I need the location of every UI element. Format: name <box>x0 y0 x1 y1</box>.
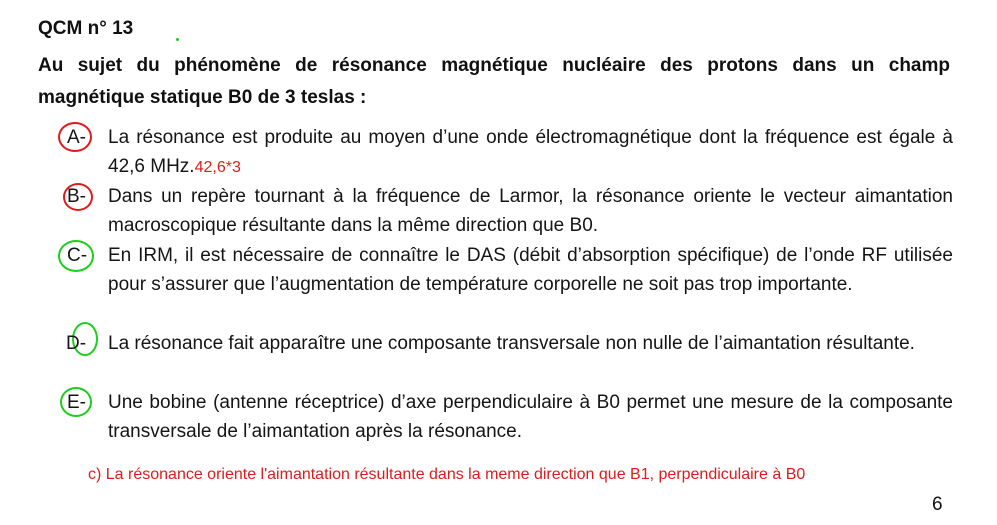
option-a <box>108 123 953 182</box>
option-c: En IRM, il est nécessaire de connaître le DAS (débit d’absorption spécifique) de l’onde RF utilisée pour s’assurer que l’augmentation de température corporelle ne soit pas trop importante. <box>108 245 953 295</box>
green-ink-dot <box>176 38 179 41</box>
option-letter-e: E- <box>67 392 86 413</box>
option-e: Une bobine (antenne réceptrice) d’axe perpendiculaire à B0 permet une mesure de la composante transversale de l’aimantation après la résonance. <box>108 392 953 442</box>
option-a-annotation: 42,6*3 <box>194 159 241 176</box>
correction-comment: c) La résonance oriente l'aimantation résultante dans la meme direction que B1, perpendiculaire à B0 <box>88 466 806 483</box>
option-letter-d: D- <box>66 333 87 354</box>
option-letter-c: C- <box>67 245 88 266</box>
question-text: Au sujet du phénomène de résonance magnétique nucléaire des protons dans un champ magnétique statique B0 de 3 teslas : <box>38 55 950 108</box>
qcm-title: QCM n° 13 <box>38 18 134 39</box>
page-number: 6 <box>932 494 943 515</box>
option-letter-b: B- <box>67 186 86 207</box>
option-a-text: La résonance est produite au moyen d’une onde électromagnétique dont la fréquence est égale à 42,6 MHz. <box>108 127 953 177</box>
option-d: La résonance fait apparaître une composante transversale non nulle de l’aimantation résultante. <box>108 333 915 354</box>
option-b: Dans un repère tournant à la fréquence de Larmor, la résonance oriente le vecteur aimantation macroscopique résultante dans la même direction que B0. <box>108 186 953 236</box>
option-letter-a: A- <box>67 127 86 148</box>
